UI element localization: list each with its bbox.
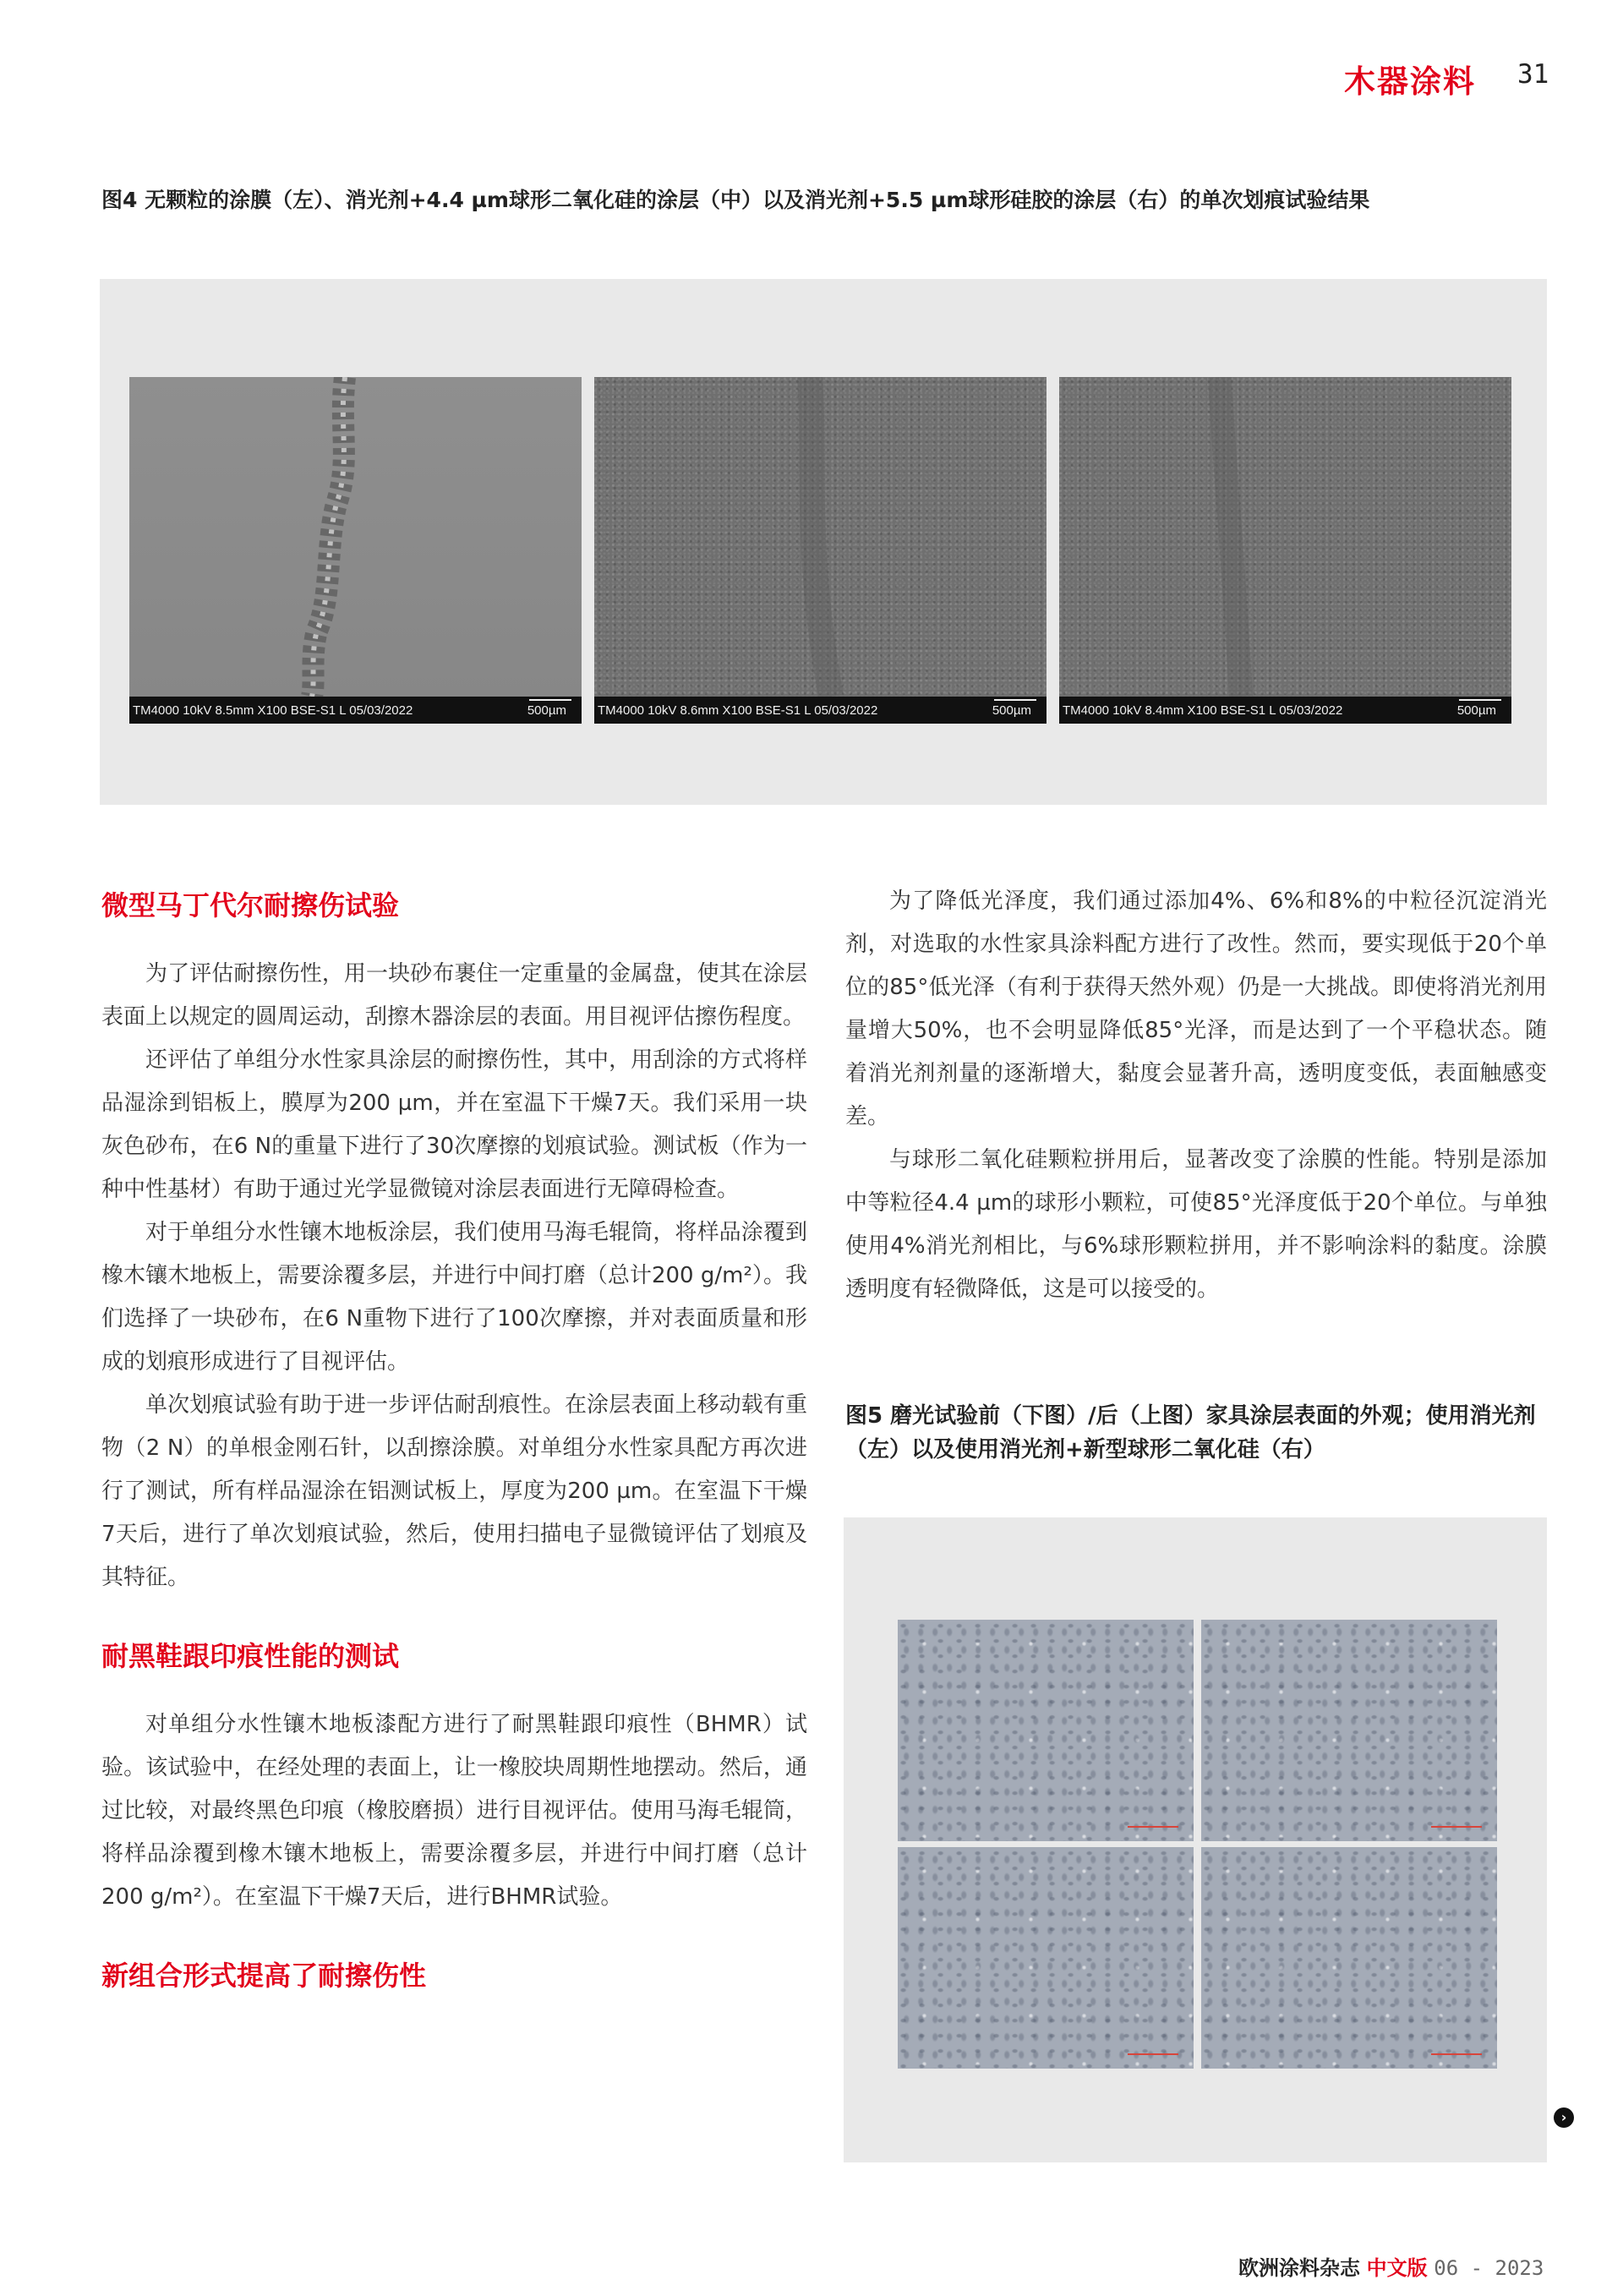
heading-new-combination: 新组合形式提高了耐擦伤性 <box>101 1960 427 1992</box>
micrograph-top-left <box>898 1620 1194 1841</box>
paragraph: 还评估了单组分水性家具涂层的耐擦伤性，其中，用刮涂的方式将样品湿涂到铝板上，膜厚为200 µm，并在室温下干燥7天。我们采用一块灰色砂布，在6 N的重量下进行了30次摩擦的划痕试验。测试板（作为一种中性基材）有助于通过光学显微镜对涂层表面进行无障碍检查。 <box>101 1047 807 1202</box>
sem-image-right-picture <box>1059 377 1511 697</box>
sem-info-bar <box>1059 697 1511 724</box>
section-tag: 木器涂料 <box>1344 63 1476 100</box>
footer <box>1238 2251 1544 2281</box>
heading-martindale: 微型马丁代尔耐擦伤试验 <box>101 889 400 921</box>
paragraph: 对单组分水性镶木地板漆配方进行了耐黑鞋跟印痕性（BHMR）试验。该试验中，在经处理的表面上，让一橡胶块周期性地摆动。然后，通过比较，对最终黑色印痕（橡胶磨损）进行目视评估。使用马海毛辊筒，将样品涂覆到橡木镶木地板上，需要涂覆多层，并进行中间打磨（总计200 g/m²）。在室温下干燥7天后，进行BHMR试验。 <box>101 1712 807 1910</box>
paragraph: 与球形二氧化硅颗粒拼用后，显著改变了涂膜的性能。特别是添加中等粒径4.4 µm的球形小颗粒，可使85°光泽度低于20个单位。与单独使用4%消光剂相比，与6%球形颗粒拼用，并不影响涂料的黏度。涂膜透明度有轻微降低，这是可以接受的。 <box>845 1147 1547 1302</box>
sem-image-middle-picture <box>594 377 1046 697</box>
page-number: 31 <box>1517 59 1549 90</box>
magazine-name: 欧洲涂料杂志 <box>1238 2256 1360 2280</box>
figure5-panel <box>844 1517 1547 2162</box>
figure4-caption: 图4 无颗粒的涂膜（左）、消光剂+4.4 µm球形二氧化硅的涂层（中）以及消光剂+5.5 µm球形硅胶的涂层（右）的单次划痕试验结果 <box>101 188 1370 212</box>
micrograph-top-right <box>1201 1620 1497 1841</box>
sem-image-right <box>1059 377 1511 724</box>
figure4-panel <box>100 279 1547 805</box>
scale-bar <box>1431 2053 1482 2055</box>
paragraph: 为了评估耐擦伤性，用一块砂布裹住一定重量的金属盘，使其在涂层表面上以规定的圆周运动，刮擦木器涂层的表面。用目视评估擦伤程度。 <box>101 961 807 1030</box>
figure5-caption: 图5 磨光试验前（下图）/后（上图）家具涂层表面的外观；使用消光剂（左）以及使用消光剂+新型球形二氧化硅（右） <box>845 1403 1536 1462</box>
right-column <box>845 880 1547 1311</box>
sem-meta: TM4000 10kV 8.5mm X100 BSE-S1 L 05/03/2022 <box>133 703 413 718</box>
scale-bar <box>1431 1826 1482 1828</box>
scale-bar <box>529 699 571 701</box>
micrograph-bottom-right <box>1201 1847 1497 2069</box>
scale-bar <box>1128 2053 1178 2055</box>
scale-bar <box>1459 699 1501 701</box>
sem-meta: TM4000 10kV 8.4mm X100 BSE-S1 L 05/03/2022 <box>1063 703 1343 718</box>
scale-bar <box>1128 1826 1178 1828</box>
paragraph: 为了降低光泽度，我们通过添加4%、6%和8%的中粒径沉淀消光剂，对选取的水性家具涂料配方进行了改性。然而，要实现低于20个单位的85°低光泽（有利于获得天然外观）仍是一大挑战。即使将消光剂用量增大50%，也不会明显降低85°光泽，而是达到了一个平稳状态。随着消光剂剂量的逐渐增大，黏度会显著升高，透明度变低，表面触感变差。 <box>845 888 1547 1129</box>
edition: 中文版 <box>1366 2256 1428 2280</box>
scratch-track <box>1059 377 1511 697</box>
scale-bar <box>994 699 1036 701</box>
left-column <box>101 884 807 1998</box>
chevron-right-icon[interactable]: › <box>1554 2107 1574 2128</box>
sem-info-bar <box>129 697 582 724</box>
sem-scale: 500µm <box>1456 703 1496 718</box>
paragraph: 对于单组分水性镶木地板涂层，我们使用马海毛辊筒，将样品涂覆到橡木镶木地板上，需要涂覆多层，并进行中间打磨（总计200 g/m²）。我们选择了一块砂布，在6 N重物下进行了100次摩擦，并对表面质量和形成的划痕形成进行了目视评估。 <box>101 1220 807 1375</box>
sem-scale: 500µm <box>992 703 1031 718</box>
sem-image-middle <box>594 377 1046 724</box>
sem-info-bar <box>594 697 1046 724</box>
sem-image-left <box>129 377 582 724</box>
sem-image-left-picture <box>129 377 582 697</box>
scratch-track <box>594 377 1046 697</box>
micrograph-bottom-left <box>898 1847 1194 2069</box>
heading-bhmr: 耐黑鞋跟印痕性能的测试 <box>101 1640 400 1672</box>
paragraph: 单次划痕试验有助于进一步评估耐刮痕性。在涂层表面上移动载有重物（2 N）的单根金刚石针，以刮擦涂膜。对单组分水性家具配方再次进行了测试，所有样品湿涂在铝测试板上，厚度为200 µm。在室温下干燥7天后，进行了单次划痕试验，然后，使用扫描电子显微镜评估了划痕及其特征。 <box>101 1392 807 1590</box>
sem-meta: TM4000 10kV 8.6mm X100 BSE-S1 L 05/03/2022 <box>598 703 878 718</box>
issue-date: 06 - 2023 <box>1434 2256 1544 2280</box>
scratch-track <box>129 377 582 697</box>
sem-scale: 500µm <box>527 703 566 718</box>
